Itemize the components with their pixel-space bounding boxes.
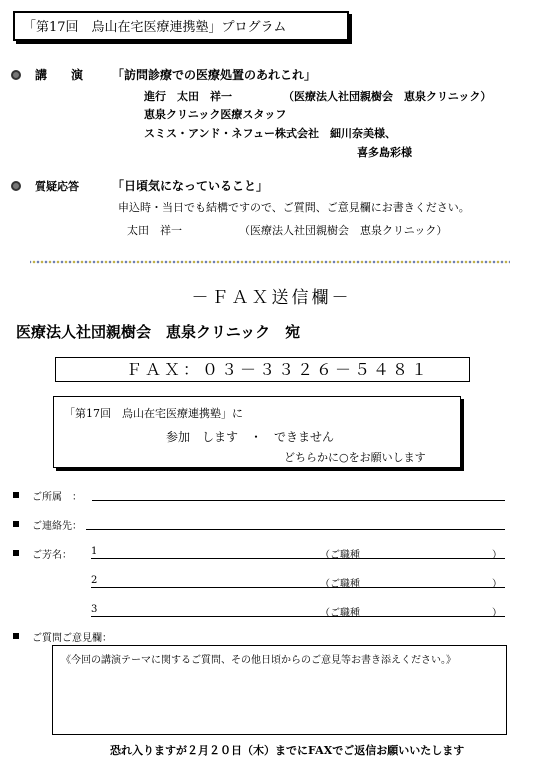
name-row-2-number: 2 (91, 575, 98, 586)
fax-recipient: 医療法人社団親樹会 恵泉クリニック 宛 (16, 323, 301, 341)
dotted-divider (30, 260, 510, 264)
attendance-event: 「第17回 烏山在宅医療連携塾」に (64, 407, 243, 420)
name-row-2-job: （ご職種 (320, 579, 360, 590)
attendance-instruction: どちらかに○をお願いします (284, 451, 426, 464)
comments-label: ご質問ご意見欄： (32, 633, 112, 644)
lecture-moderator: 進行 太田 祥一 (144, 90, 232, 103)
fax-number: ＦＡＸ：０３－３３２６－５４８１ (55, 357, 470, 382)
qa-note: 申込時・当日でも結構ですので、ご質問、ご意見欄にお書きください。 (118, 201, 470, 214)
fax-heading: －ＦＡＸ送信欄－ (191, 288, 352, 308)
lecture-speaker: 喜多島彩様 (357, 146, 412, 159)
lecture-moderator-affiliation: （医療法人社団親樹会 恵泉クリニック） (283, 90, 492, 103)
name-row-3-number: 3 (91, 604, 98, 615)
name-row-1-field[interactable] (91, 558, 505, 559)
attendance-box (53, 396, 461, 468)
name-row-3-close: ） (492, 608, 502, 619)
contact-label: ご連絡先： (32, 521, 82, 532)
affiliation-label: ご所属 ： (32, 492, 82, 503)
lecture-company: スミス・アンド・ネフュー株式会社 細川奈美様、 (144, 127, 397, 140)
name-row-3-field[interactable] (91, 616, 505, 617)
lecture-label: 講 演 (35, 68, 84, 82)
comments-square-icon (13, 633, 19, 639)
contact-square-icon (13, 521, 19, 527)
name-label: ご芳名： (32, 550, 72, 561)
program-title: 「第17回 烏山在宅医療連携塾」プログラム (13, 11, 349, 41)
contact-field[interactable] (86, 529, 505, 530)
name-row-1-close: ） (492, 550, 502, 561)
footer-deadline: 恐れ入りますが２月２０日（木）までにFAXでご返信お願いいたします (110, 744, 465, 757)
name-row-2-field[interactable] (91, 587, 505, 588)
affiliation-square-icon (13, 492, 19, 498)
name-square-icon (13, 550, 19, 556)
affiliation-field[interactable] (92, 500, 505, 501)
comments-box[interactable] (52, 645, 507, 735)
lecture-bullet-icon (11, 70, 21, 80)
qa-bullet-icon (11, 181, 21, 191)
attendance-options[interactable]: 参加 します ・ できません (166, 430, 335, 444)
qa-label: 質疑応答 (35, 180, 79, 193)
qa-topic: 「日頃気になっていること」 (112, 179, 269, 193)
comments-hint: 《今回の講演テーマに関するご質問、その他日頃からのご意見等お書き添えください。》 (61, 655, 456, 666)
name-row-1-number: 1 (91, 546, 98, 557)
name-row-1-job: （ご職種 (320, 550, 360, 561)
qa-person: 太田 祥一 (127, 224, 182, 237)
lecture-staff: 恵泉クリニック医療スタッフ (144, 108, 287, 121)
name-row-3-job: （ご職種 (320, 608, 360, 619)
name-row-2-close: ） (492, 579, 502, 590)
qa-affiliation: （医療法人社団親樹会 恵泉クリニック） (239, 224, 448, 237)
lecture-topic: 「訪問診療での医療処置のあれこれ」 (112, 68, 317, 82)
